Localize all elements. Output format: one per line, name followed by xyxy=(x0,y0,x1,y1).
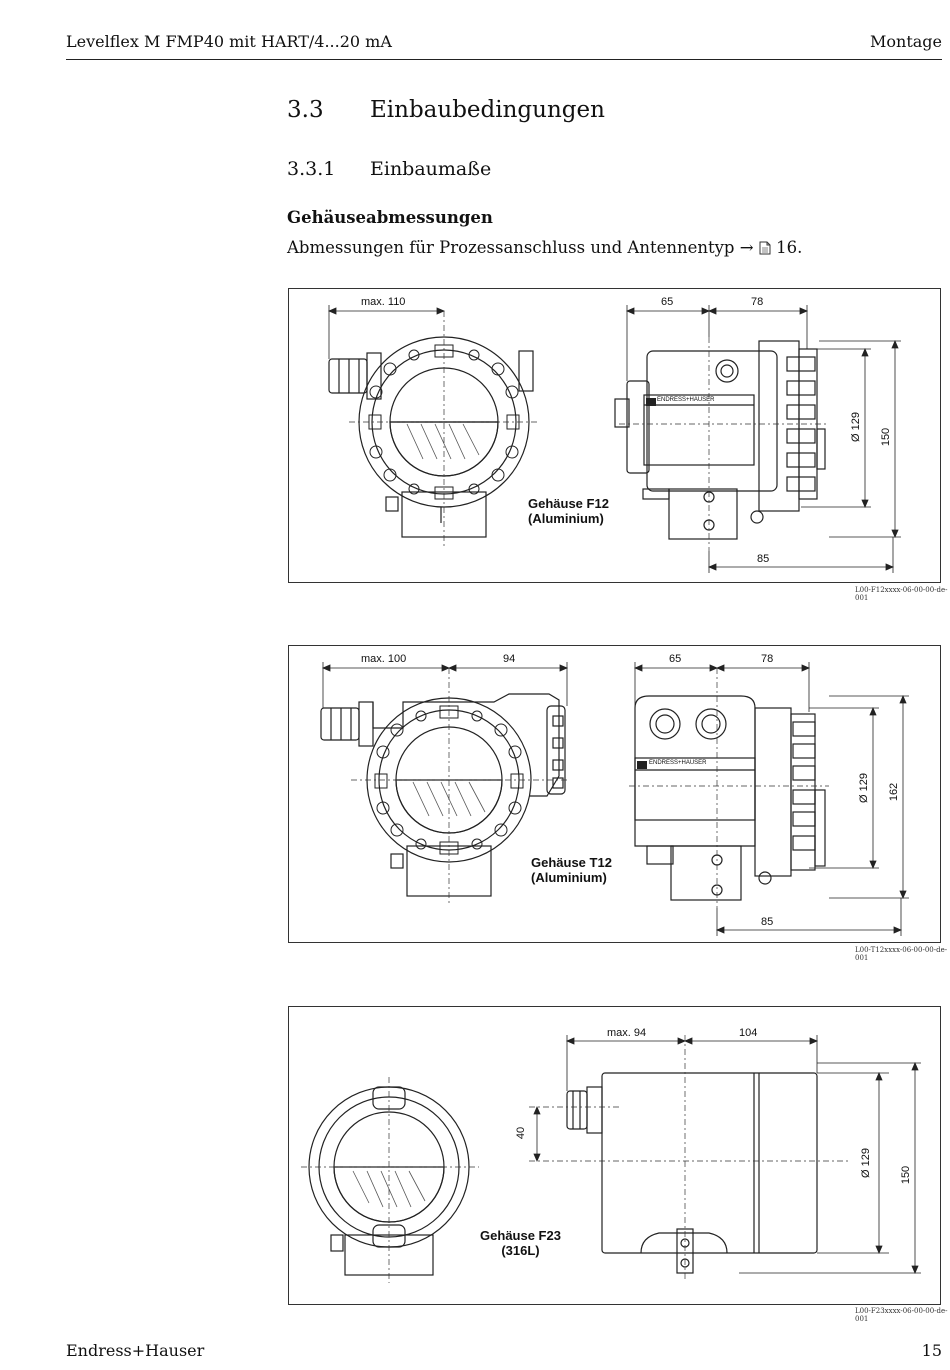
subsection-title: Einbaumaße xyxy=(370,158,492,180)
dim-gland-offset: 40 xyxy=(515,1126,528,1140)
dim-base: 85 xyxy=(761,916,774,928)
figure-caption xyxy=(531,855,612,885)
paragraph-text: Abmessungen für Prozessanschluss und Antennentyp → xyxy=(287,238,754,257)
dim-diameter: Ø 129 xyxy=(849,412,862,442)
footer-brand: Endress+Hauser xyxy=(66,1341,205,1360)
dim-width-max: max. 100 xyxy=(361,653,407,665)
dim-width-max: max. 94 xyxy=(607,1027,647,1039)
dim-height: 150 xyxy=(880,427,893,447)
dim-height: 150 xyxy=(900,1165,913,1185)
dim-base: 85 xyxy=(757,553,770,565)
nameplate-brand: ENDRESS+HAUSER xyxy=(649,760,707,766)
figure-caption xyxy=(478,1228,563,1258)
figure-caption xyxy=(528,496,609,526)
nameplate-brand: ENDRESS+HAUSER xyxy=(657,397,715,403)
page-number: 15 xyxy=(921,1341,942,1360)
dim-depth-front: 65 xyxy=(669,653,682,665)
dim-depth-rear: 78 xyxy=(751,296,764,308)
caption-line-2: (Aluminium) xyxy=(531,870,607,885)
eh-logo-t12 xyxy=(637,761,647,769)
caption-line-2: (Aluminium) xyxy=(528,511,604,526)
subheading: Gehäuseabmessungen xyxy=(287,208,493,227)
housing-f12-drawing xyxy=(288,288,941,583)
running-header-title: Levelflex M FMP40 mit HART/4...20 mA xyxy=(66,32,392,51)
figure-ref-t12: L00-T12xxxx-06-00-00-de-001 xyxy=(855,946,948,962)
housing-t12-drawing xyxy=(288,645,941,943)
dim-depth-front: 65 xyxy=(661,296,674,308)
dim-width-right: 94 xyxy=(503,653,516,665)
subsection-number: 3.3.1 xyxy=(287,158,336,180)
dim-diameter: Ø 129 xyxy=(857,773,870,803)
housing-f23-svg xyxy=(289,1007,942,1306)
dim-height: 162 xyxy=(888,782,901,802)
section-title: Einbaubedingungen xyxy=(370,97,605,123)
housing-f12-svg xyxy=(289,289,942,584)
caption-line-1: Gehäuse F12 xyxy=(528,496,609,511)
dim-diameter: Ø 129 xyxy=(859,1148,872,1178)
dim-width-max: max. 110 xyxy=(361,296,406,308)
caption-line-1: Gehäuse T12 xyxy=(531,855,612,870)
housing-t12-svg xyxy=(289,646,942,944)
document-page-icon xyxy=(759,240,771,259)
eh-logo-f12 xyxy=(646,398,656,406)
caption-line-2: (316L) xyxy=(501,1243,540,1258)
housing-f23-drawing xyxy=(288,1006,941,1305)
dim-depth-rear: 78 xyxy=(761,653,774,665)
dim-length: 104 xyxy=(739,1027,758,1039)
figure-ref-f23: L00-F23xxxx-06-00-00-de-001 xyxy=(855,1307,948,1323)
paragraph-page-ref: 16. xyxy=(776,238,803,257)
figure-ref-f12: L00-F12xxxx-06-00-00-de-001 xyxy=(855,586,948,602)
header-rule xyxy=(66,59,942,60)
running-header-section: Montage xyxy=(870,32,942,51)
caption-line-1: Gehäuse F23 xyxy=(480,1228,561,1243)
body-paragraph xyxy=(287,238,802,259)
section-number: 3.3 xyxy=(287,97,324,123)
